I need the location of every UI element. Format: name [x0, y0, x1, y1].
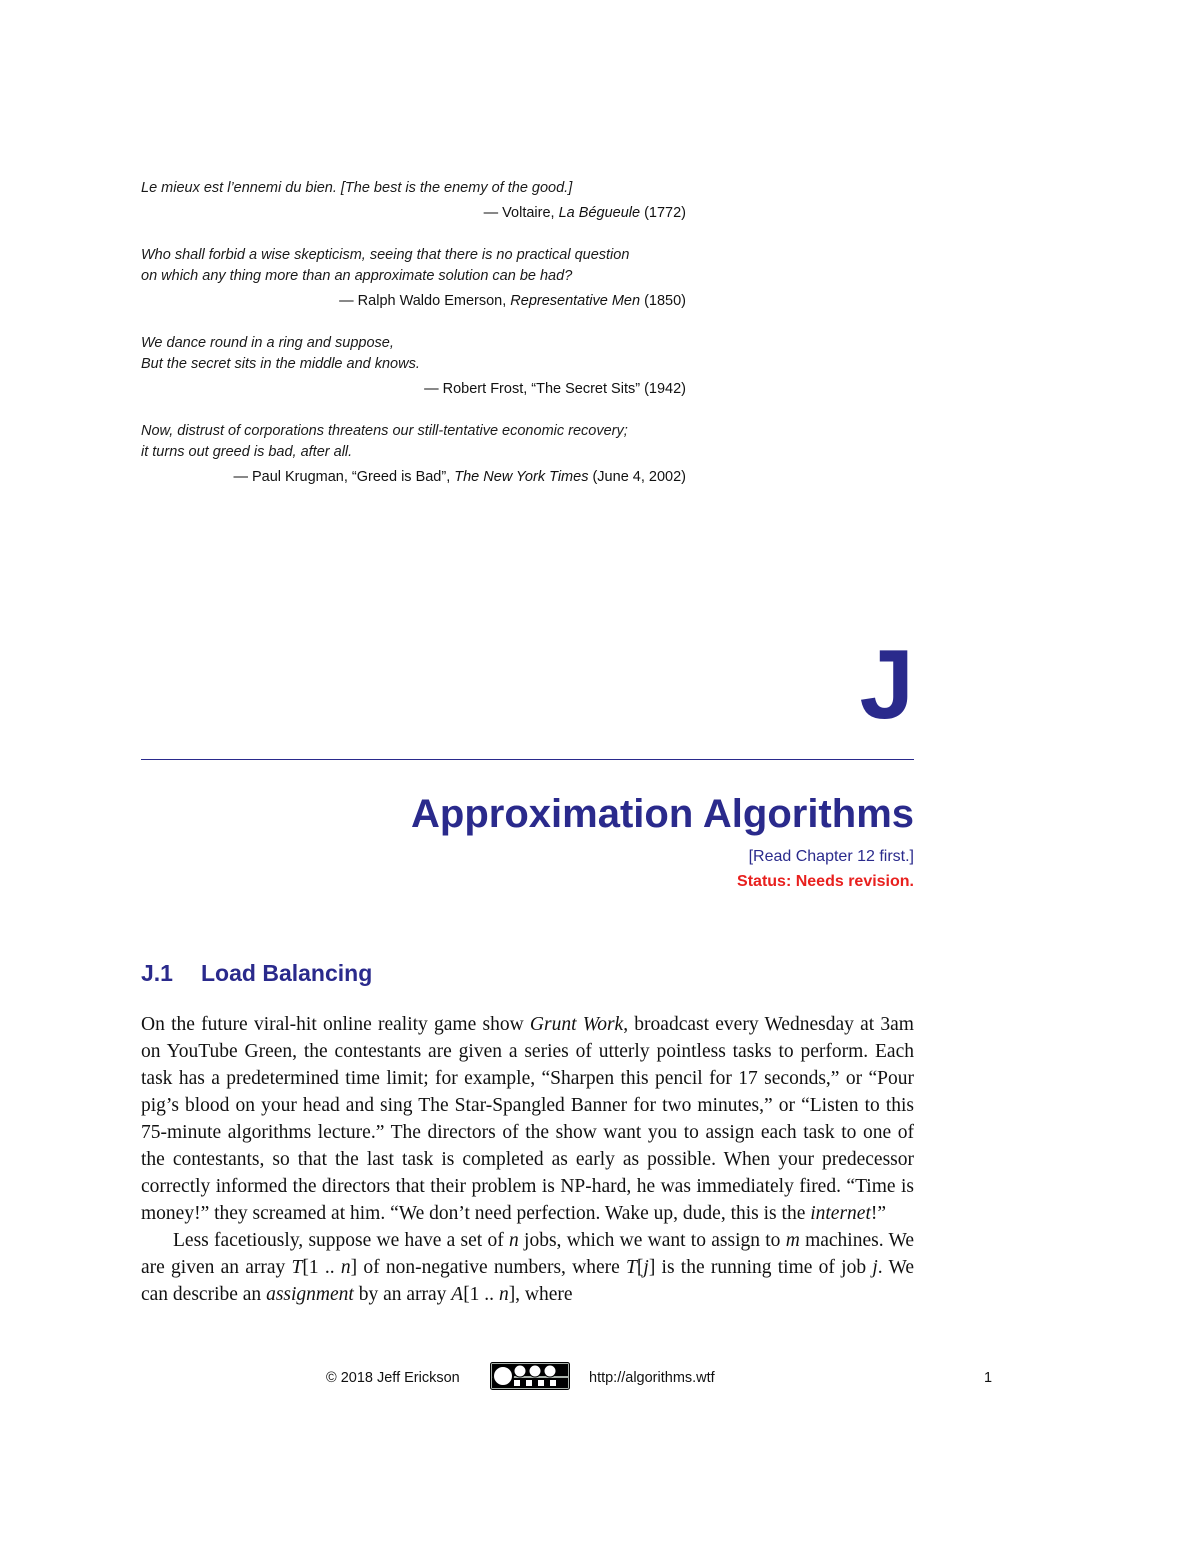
attribution-year: (1850) [640, 293, 686, 309]
epigraph-emerson [141, 245, 686, 312]
math-var: j [872, 1257, 878, 1278]
epigraph-quote-line: Le mieux est l’ennemi du bien. [The best is the enemy of the good.] [141, 180, 573, 196]
body-text [141, 1011, 914, 1308]
text-run: [ [636, 1257, 644, 1278]
math-var: n [498, 1284, 509, 1305]
math-var: j [643, 1257, 649, 1278]
epigraph-attribution [141, 291, 686, 312]
text-run: by an array [353, 1284, 452, 1305]
math-var: T [291, 1257, 303, 1278]
epigraph-quote-line: it turns out greed is bad, after all. [141, 444, 353, 460]
text-run: , broadcast every Wednesday at 3am on YouTube Green, the contestants are given a series of utterly pointless tasks to perform. Each task has a predetermined time limit; for example, “Sharpen this pencil for 17 seconds,” or “Pour pig’s blood on your head and sing The Star-Spangled Banner for two minutes,” or “Listen to this 75-minute algorithms lecture.” The directors of the show want you to assign each task to one of the contestants, so that the last task is completed as early as possible. When your predecessor correctly informed the directors that their problem is NP-hard, he was immediately fired. “Time is money!” they screamed at him. “We don’t need perfection. Wake up, dude, this is the [141, 1014, 914, 1224]
text-run: [1 .. [463, 1284, 499, 1305]
section-number: J.1 [141, 960, 173, 986]
epigraph-quote-line: on which any thing more than an approximate solution can be had? [141, 268, 573, 284]
math-var: n [509, 1230, 519, 1251]
chapter-title: Approximation Algorithms [411, 792, 914, 836]
paragraph [141, 1011, 914, 1227]
show-title: Grunt Work [529, 1014, 624, 1035]
footer-copyright: © 2018 Jeff Erickson [326, 1370, 460, 1386]
text-run: machines. We are given an array [141, 1230, 914, 1278]
text-run: On the future viral-hit online reality game show [141, 1014, 530, 1035]
chapter-status: Status: Needs revision. [737, 873, 914, 890]
attribution-work: The New York Times [454, 469, 589, 485]
page-number: 1 [984, 1370, 993, 1386]
attribution-author: — Voltaire, [483, 205, 559, 221]
epigraph-attribution [141, 203, 686, 224]
text-run: ] of non-negative numbers, where [350, 1257, 627, 1278]
math-var: m [785, 1230, 800, 1251]
epigraph-quote-line: But the secret sits in the middle and knows. [141, 356, 420, 372]
attribution-author: — Robert Frost, “The Secret Sits” (1942) [424, 381, 686, 397]
epigraph-voltaire [141, 178, 686, 224]
text-run: ] is the running time of job [648, 1257, 873, 1278]
chapter-letter: J [859, 629, 914, 739]
math-var: T [626, 1257, 637, 1278]
attribution-author: — Paul Krugman, “Greed is Bad”, [233, 469, 455, 485]
math-var: n [340, 1257, 351, 1278]
epigraph-attribution [141, 467, 686, 488]
text-run: [1 .. [302, 1257, 341, 1278]
text-run: Less facetiously, suppose we have a set of [173, 1230, 510, 1251]
text-run: jobs, which we want to assign to [518, 1230, 786, 1251]
epigraph-krugman [141, 421, 686, 488]
epigraph-attribution [141, 379, 686, 400]
epigraph-frost [141, 333, 686, 400]
epigraph-quote-line: Now, distrust of corporations threatens our still-tentative economic recovery; [141, 423, 628, 439]
paragraph [141, 1227, 914, 1308]
section-title: Load Balancing [201, 960, 373, 986]
epigraphs [141, 178, 686, 509]
attribution-year: (June 4, 2002) [588, 469, 686, 485]
footer-url[interactable]: http://algorithms.wtf [589, 1370, 715, 1386]
attribution-work: La Bégueule [558, 205, 641, 221]
creative-commons-license-icon [490, 1362, 570, 1390]
section-heading [141, 960, 372, 987]
attribution-year: (1772) [640, 205, 686, 221]
chapter-rule [141, 759, 914, 760]
emphasis: assignment [266, 1284, 354, 1305]
epigraph-quote-line: We dance round in a ring and suppose, [141, 335, 394, 351]
epigraph-quote-line: Who shall forbid a wise skepticism, seeing that there is no practical question [141, 247, 630, 263]
text-run: !” [870, 1203, 887, 1224]
attribution-author: — Ralph Waldo Emerson, [339, 293, 511, 309]
attribution-work: Representative Men [510, 293, 641, 309]
math-var: A [451, 1284, 464, 1305]
emphasis: internet [810, 1203, 871, 1224]
chapter-prerequisite-note: [Read Chapter 12 first.] [748, 848, 914, 865]
text-run: ], where [508, 1284, 573, 1305]
text-run: . We can describe an [141, 1257, 914, 1305]
